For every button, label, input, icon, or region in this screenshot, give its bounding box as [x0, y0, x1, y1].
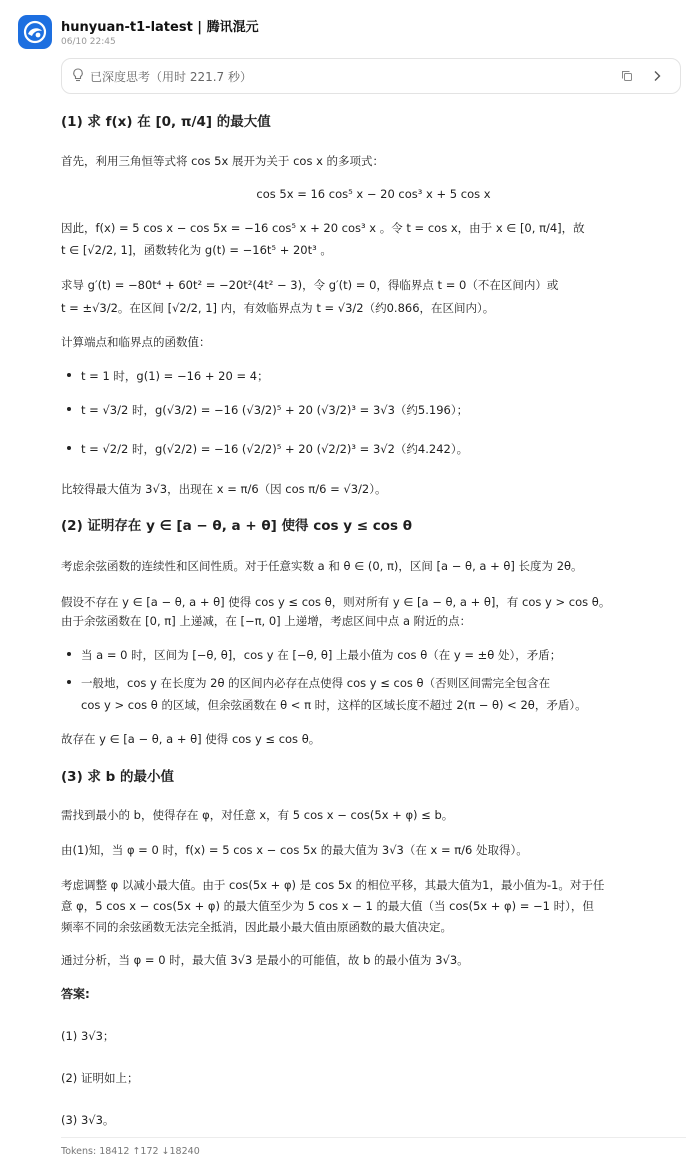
lightbulb-icon — [72, 67, 84, 86]
thinking-toggle[interactable] — [61, 58, 681, 94]
part2-para2-line2: 由于余弦函数在 [0, π] 上递减，在 [−π, 0] 上递增，考虑区间中点 a 附近的点： — [61, 614, 472, 628]
part3-para4: 通过分析，当 φ = 0 时，最大值 3√3 是最小的可能值，故 b 的最小值为 3√3。 — [61, 953, 469, 967]
part1-para1-line2: t ∈ [√2/2, 1]，函数转化为 g(t) = −16t⁵ + 20t³ 。 — [61, 243, 332, 257]
part2-heading: (2) 证明存在 y ∈ [a − θ, a + θ] 使得 cos y ≤ cos θ — [61, 518, 413, 534]
answer-1: (1) 3√3； — [61, 1029, 115, 1043]
part1-intro: 首先，利用三角恒等式将 cos 5x 展开为关于 cos x 的多项式： — [61, 154, 385, 168]
list-item: 一般地，cos y 在长度为 2θ 的区间内必存在点使得 cos y ≤ cos θ（否则区间需完全包含在 — [67, 671, 686, 695]
part1-equation: cos 5x = 16 cos⁵ x − 20 cos³ x + 5 cos x — [256, 187, 491, 201]
answer-3: (3) 3√3。 — [61, 1113, 115, 1127]
part3-para3-line2: 意 φ，5 cos x − cos(5x + φ) 的最大值至少为 5 cos x − 1 的最大值（当 cos(5x + φ) = −1 时），但 — [61, 899, 594, 913]
part3-heading: (3) 求 b 的最小值 — [61, 769, 174, 785]
part2-conclusion: 故存在 y ∈ [a − θ, a + θ] 使得 cos y ≤ cos θ。 — [61, 732, 321, 746]
copy-icon[interactable] — [616, 65, 638, 87]
part1-para3: 计算端点和临界点的函数值： — [61, 335, 211, 349]
part1-para2-line1: 求导 g′(t) = −80t⁴ + 60t² = −20t²(4t² − 3)，令 g′(t) = 0，得临界点 t = 0（不在区间内）或 — [61, 278, 559, 292]
part2-para1: 考虑余弦函数的连续性和区间性质。对于任意实数 a 和 θ ∈ (0, π)，区间 [a − θ, a + θ] 长度为 2θ。 — [61, 559, 583, 573]
part1-para1-line1: 因此，f(x) = 5 cos x − cos 5x = −16 cos⁵ x + 20 cos³ x 。令 t = cos x，由于 x ∈ [0, π/4]，故 — [61, 221, 585, 235]
part1-heading: (1) 求 f(x) 在 [0, π/4] 的最大值 — [61, 114, 271, 130]
footer-divider — [61, 1137, 686, 1138]
list-item: t = √2/2 时，g(√2/2) = −16 (√2/2)⁵ + 20 (√2/2)³ = 3√2（约4.242）。 — [67, 437, 686, 461]
token-count: Tokens: 18412 ↑172 ↓18240 — [61, 1146, 200, 1157]
part3-para2: 由(1)知，当 φ = 0 时，f(x) = 5 cos x − cos 5x 的最大值为 3√3（在 x = π/6 处取得）。 — [61, 843, 528, 857]
part1-para2-line2: t = ±√3/2。在区间 [√2/2, 1] 内，有效临界点为 t = √3/2（约0.866，在区间内）。 — [61, 301, 495, 315]
model-name: hunyuan-t1-latest | 腾讯混元 — [61, 20, 259, 35]
answer-label: 答案: — [61, 987, 90, 1001]
answer-2: (2) 证明如上； — [61, 1071, 139, 1085]
part2-para2-line1: 假设不存在 y ∈ [a − θ, a + θ] 使得 cos y ≤ cos θ，则对所有 y ∈ [a − θ, a + θ]，有 cos y > cos θ。 — [61, 595, 611, 609]
message-timestamp: 06/10 22:45 — [61, 37, 116, 47]
part3-para1: 需找到最小的 b，使得存在 φ，对任意 x，有 5 cos x − cos(5x + φ) ≤ b。 — [61, 808, 454, 822]
hunyuan-logo-icon — [18, 15, 52, 49]
part1-conclusion: 比较得最大值为 3√3，出现在 x = π/6（因 cos π/6 = √3/2）。 — [61, 482, 387, 496]
list-item: t = 1 时，g(1) = −16 + 20 = 4； — [67, 364, 686, 388]
part3-para3-line1: 考虑调整 φ 以减小最大值。由于 cos(5x + φ) 是 cos 5x 的相位平移，其最大值为1，最小值为-1。对于任 — [61, 878, 605, 892]
list-item: 当 a = 0 时，区间为 [−θ, θ]，cos y 在 [−θ, θ] 上最小值为 cos θ（在 y = ±θ 处），矛盾； — [67, 643, 686, 667]
thinking-label: 已深度思考（用时 221.7 秒） — [90, 69, 252, 84]
part3-para3-line3: 频率不同的余弦函数无法完全抵消，因此最小最大值由原函数的最大值决定。 — [61, 920, 452, 934]
list-item-continuation: cos y > cos θ 的区域，但余弦函数在 θ < π 时，这样的区域长度不超过 2(π − θ) < 2θ，矛盾）。 — [81, 698, 587, 712]
chevron-right-icon[interactable] — [646, 65, 668, 87]
list-item: t = √3/2 时，g(√3/2) = −16 (√3/2)⁵ + 20 (√3/2)³ = 3√3（约5.196）； — [67, 398, 686, 422]
